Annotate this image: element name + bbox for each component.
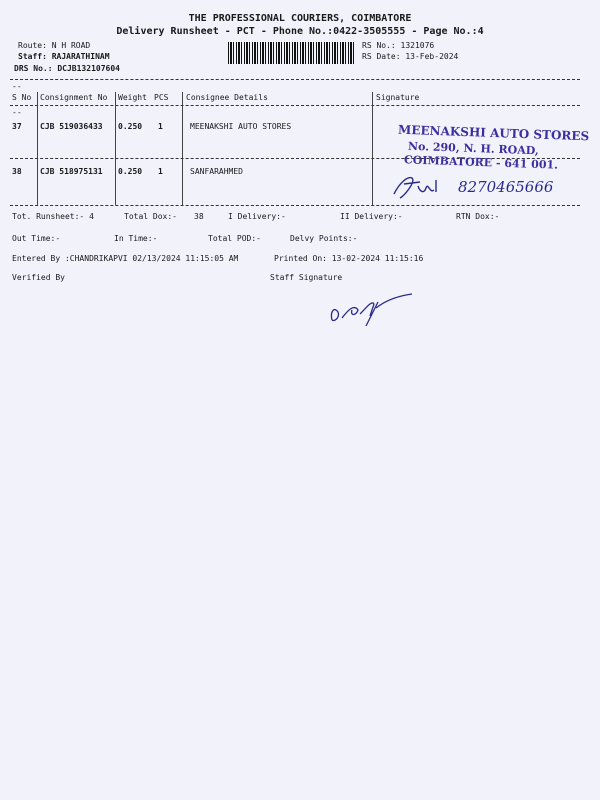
rs-number: RS No.: 1321076	[362, 41, 435, 50]
col-weight: Weight	[118, 93, 147, 102]
ii-delivery: II Delivery:-	[340, 212, 403, 221]
i-delivery: I Delivery:-	[228, 212, 286, 221]
total-dox-value: 38	[194, 212, 204, 221]
divider	[10, 79, 580, 80]
divider	[10, 105, 580, 106]
row-consignee: SANFARAHMED	[190, 167, 243, 176]
staff-signature-label: Staff Signature	[270, 273, 343, 282]
row-weight: 0.250	[118, 122, 143, 131]
out-time: Out Time:-	[12, 234, 61, 243]
row-sno: 38	[12, 167, 22, 176]
route-label: Route: N H ROAD	[18, 41, 91, 50]
col-pcs: PCS	[154, 93, 169, 102]
printed-on: Printed On: 13-02-2024 11:15:16	[274, 254, 424, 263]
row-weight: 0.250	[118, 167, 143, 176]
tot-runsheet: Tot. Runsheet:- 4	[12, 212, 94, 221]
rtn-dox: RTN Dox:-	[456, 212, 500, 221]
divider	[10, 205, 580, 206]
stamp-city: COIMBATORE - 641 001.	[403, 153, 559, 172]
dash-marker: --	[12, 108, 22, 117]
col-sno: S No	[12, 93, 32, 102]
column-separator	[372, 92, 373, 205]
entered-by: Entered By :CHANDRIKAPVI 02/13/2024 11:15:05 AM	[12, 254, 239, 263]
company-title: THE PROFESSIONAL COURIERS, COIMBATORE	[188, 13, 412, 24]
col-consignee: Consignee Details	[186, 93, 268, 102]
row-pcs: 1	[158, 167, 163, 176]
total-dox: Total Dox:-	[124, 212, 177, 221]
row-consignee: MEENAKSHI AUTO STORES	[190, 122, 292, 131]
col-signature: Signature	[376, 93, 420, 102]
in-time: In Time:-	[114, 234, 158, 243]
row-consignment: CJB 518975131	[40, 167, 103, 176]
dash-marker: --	[12, 82, 22, 91]
receiver-phone: 8270465666	[458, 178, 554, 196]
verified-by: Verified By	[12, 273, 65, 282]
runsheet-subtitle: Delivery Runsheet - PCT - Phone No.:0422-3505555 - Page No.:4	[116, 26, 484, 37]
stamp-name: MEENAKSHI AUTO STORES	[397, 122, 590, 144]
row-sno: 37	[12, 122, 22, 131]
row-pcs: 1	[158, 122, 163, 131]
column-separator	[115, 92, 116, 205]
staff-signature	[326, 290, 416, 330]
col-consignment: Consignment No	[40, 93, 108, 102]
staff-label: Staff: RAJARATHINAM	[18, 52, 110, 61]
column-separator	[182, 92, 183, 205]
row-consignment: CJB 519036433	[40, 122, 103, 131]
receiver-signature	[390, 172, 450, 202]
total-pod: Total POD:-	[208, 234, 261, 243]
column-separator	[37, 92, 38, 205]
delvy-points: Delvy Points:-	[290, 234, 358, 243]
rs-date: RS Date: 13-Feb-2024	[362, 52, 459, 61]
drs-number: DRS No.: DCJB132107604	[14, 64, 120, 73]
barcode	[228, 42, 354, 64]
stamp-address: No. 290, N. H. ROAD,	[407, 139, 539, 158]
